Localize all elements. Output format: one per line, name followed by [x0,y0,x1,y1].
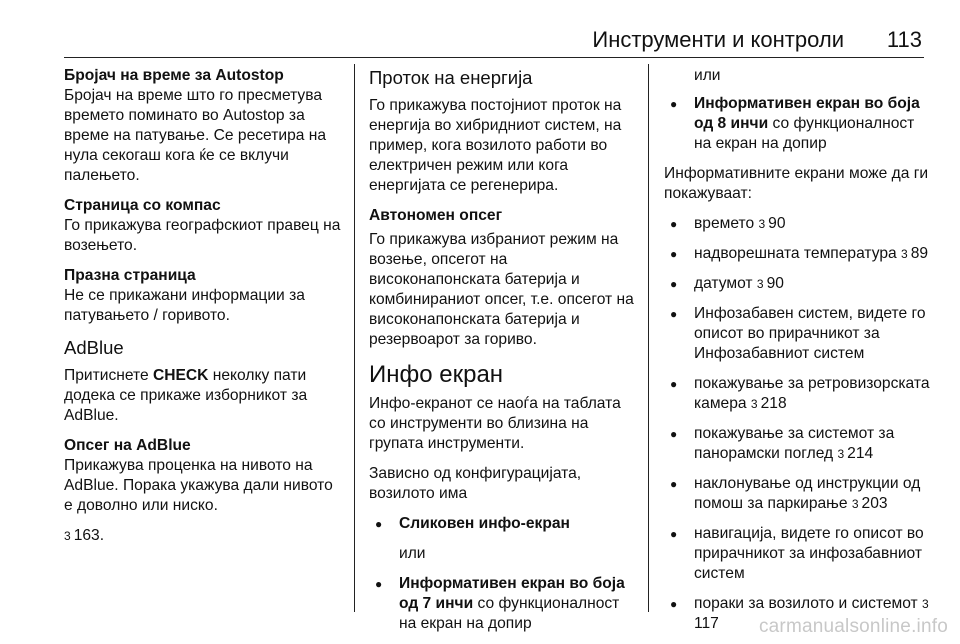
section-heading: Бројач на време за Autostop [64,67,284,84]
item-text: навигација, видете го описот во прирачникот за инфозабавниот систем [694,525,924,582]
check-button-label: CHECK [152,367,209,384]
reference-number: 90 [766,275,784,292]
watermark: carmanualsonline.info [758,616,948,637]
list-item [664,374,934,414]
list-item [664,244,934,264]
section-heading: Страница со компас [64,197,221,214]
section-heading-large: Инфо екран [369,361,504,388]
section-text: Не се прикажани информации за патувањето / горивото. [64,287,305,324]
section-text: Го прикажува географскиот правец на возењето. [64,217,341,254]
section-text: Инфо-екранот се наоѓа на таблата со инструменти во близина на групата инструменти. [369,395,621,452]
section-text: Зависно од конфигурацијата, возилото има [369,465,582,502]
section-text: Бројач на време што го пресметува времето поминато во Autostop за време на патување. Се ресетира на нула секогаш кога ќе се вклучи палењето. [64,87,327,184]
reference-arrow-icon: 3 [922,597,929,611]
reference-arrow-icon: 3 [750,397,758,411]
section-adblue [64,336,344,426]
item-bold: Информативен екран во боја од 7 инчи [399,575,625,612]
reference-number: 218 [760,395,787,412]
display-type-list [664,94,934,154]
page-reference [64,526,344,546]
section-text [64,366,344,426]
section-adblue-range [64,436,344,546]
section-info-display [369,360,637,634]
section-text: Информативните екрани може да ги покажуваат: [664,165,929,202]
section-compass [64,196,344,256]
list-item [664,94,934,154]
section-heading: Автономен опсег [369,207,503,224]
section-heading: Празна страница [64,267,196,284]
section-heading: Опсег на AdBlue [64,437,191,454]
section-heading: Проток на енергија [369,67,533,88]
section-blank-page [64,266,344,326]
reference-number: 203 [861,495,888,512]
list-item [664,304,934,364]
column-3 [664,66,934,644]
reference-number: 214 [847,445,874,462]
reference-number: 163. [73,527,105,544]
reference-arrow-icon: 3 [758,217,766,231]
page-number: 113 [886,27,922,52]
page-title: Инструменти и контроли [592,27,844,52]
item-bold: Информативен екран во боја од 8 инчи [694,95,920,132]
reference-arrow-icon: 3 [837,447,845,461]
item-text: покажување за ретровизорската камера [694,375,930,412]
section-energy-flow [369,66,637,196]
item-text: покажување за системот за панорамски поглед [694,425,895,462]
section-text: Го прикажува постојниот проток на енергија во хибридниот систем, на пример, кога возилото работи во електричен режим или кога енергијата се регенерира. [369,97,622,194]
display-type-list [369,514,637,534]
item-text: времето [694,215,759,232]
or-text: или [399,545,426,562]
or-text: или [694,67,721,84]
column-2 [369,66,637,644]
item-text: со функционалност на екран на допир [694,115,915,152]
reference-arrow-icon: 3 [901,247,908,261]
reference-arrow-icon: 3 [64,529,71,543]
list-item [369,574,637,634]
display-type-list [369,574,637,634]
header-rule [64,57,924,58]
column-divider-2 [648,64,649,612]
list-item [664,214,934,234]
list-item [664,424,934,464]
section-text: Прикажува проценка на нивото на AdBlue. Порака укажува дали нивото е доволно или ниско. [64,457,333,514]
reference-number: 117 [694,615,719,632]
item-text: пораки за возилото и системот [694,595,923,612]
list-item [664,274,934,294]
list-item [664,524,934,584]
section-text: Го прикажува избраниот режим на возење, опсегот на високонапонската батерија и комбинираниот опсег, т.е. опсегот на високонапонската батерија и резервоарот за гориво. [369,231,634,348]
page-header [0,0,960,60]
item-text: датумот [694,275,757,292]
item-bold: Сликовен инфо-екран [399,515,570,532]
list-item [664,474,934,514]
section-heading: AdBlue [64,337,124,358]
text-span: Притиснете [64,367,153,384]
item-text: Инфозабавен систем, видете го описот во прирачникот за Инфозабавниот систем [694,305,926,362]
column-divider-1 [354,64,355,612]
reference-number: 90 [768,215,786,232]
reference-number: 89 [910,245,929,262]
item-text: наклонување од инструкции од помош за паркирање [694,475,921,512]
text-span: неколку пати додека се прикаже изборникот за AdBlue. [64,367,308,424]
list-item [369,514,637,534]
item-text: надворешната температура [694,245,902,262]
info-items-list [664,214,934,634]
column-1 [64,66,344,556]
reference-arrow-icon: 3 [756,277,764,291]
reference-arrow-icon: 3 [851,497,859,511]
section-autonomous-range [369,206,637,350]
section-autostop-timer [64,66,344,186]
item-text: со функционалност на екран на допир [399,595,620,632]
